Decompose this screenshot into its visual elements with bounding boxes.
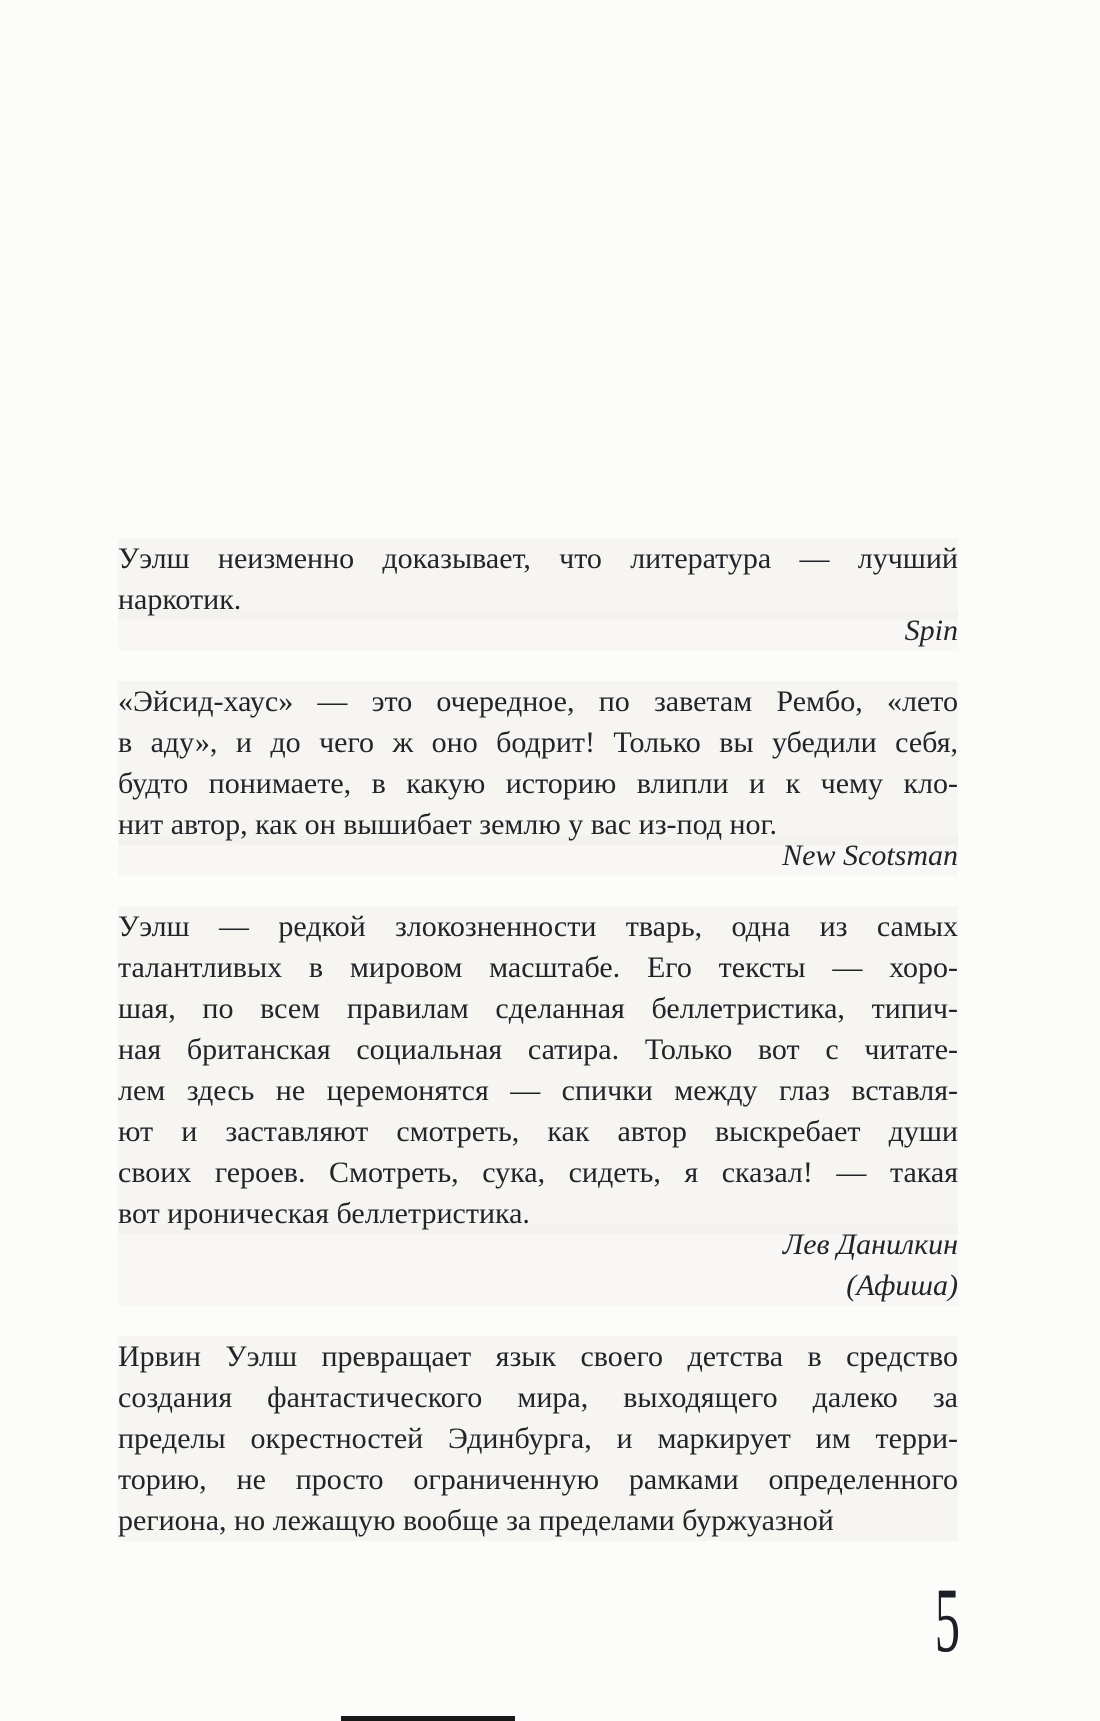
quote-line: региона, но лежащую вообще за пределами буржуазной (118, 1500, 958, 1541)
quote-attribution (118, 1224, 958, 1306)
quote-block-danilkin (118, 906, 958, 1306)
quote-line: Уэлш — редкой злокозненности тварь, одна из самых (118, 906, 958, 947)
quote-line: наркотик. (118, 579, 958, 620)
quote-line: будто понимаете, в какую историю влипли и к чему кло- (118, 763, 958, 804)
page-number: 5 (934, 1569, 960, 1671)
quote-line: торию, не просто ограниченную рамками определенного (118, 1459, 958, 1500)
quote-line: в аду», и до чего ж оно бодрит! Только вы убедили себя, (118, 722, 958, 763)
scan-artifact-line (341, 1716, 515, 1721)
quote-text (118, 906, 958, 1234)
quote-block-spin (118, 538, 958, 651)
quote-line: создания фантастического мира, выходящего далеко за (118, 1377, 958, 1418)
quote-attribution (118, 610, 958, 651)
quote-line: лем здесь не церемонятся — спички между глаз вставля- (118, 1070, 958, 1111)
quote-line: нит автор, как он вышибает землю у вас из-под ног. (118, 804, 958, 845)
quote-line: пределы окрестностей Эдинбурга, и маркирует им терри- (118, 1418, 958, 1459)
quote-line: ная британская социальная сатира. Только вот с читате- (118, 1029, 958, 1070)
quote-line: ют и заставляют смотреть, как автор выскребает души (118, 1111, 958, 1152)
quote-line: «Эйсид-хаус» — это очередное, по заветам Рембо, «лето (118, 681, 958, 722)
attribution-line: New Scotsman (118, 835, 958, 876)
quote-line: своих героев. Смотреть, сука, сидеть, я сказал! — такая (118, 1152, 958, 1193)
quote-line: шая, по всем правилам сделанная беллетристика, типич- (118, 988, 958, 1029)
attribution-line: Лев Данилкин (118, 1224, 958, 1265)
quote-line: талантливых в мировом масштабе. Его тексты — хоро- (118, 947, 958, 988)
quote-text (118, 538, 958, 620)
quote-block-welsh-language (118, 1336, 958, 1541)
quote-line: вот ироническая беллетристика. (118, 1193, 958, 1234)
quote-text (118, 1336, 958, 1541)
reviews-text-block (118, 538, 958, 1541)
attribution-line: Spin (118, 610, 958, 651)
quote-text (118, 681, 958, 845)
quote-block-new-scotsman (118, 681, 958, 876)
quote-line: Уэлш неизменно доказывает, что литература — лучший (118, 538, 958, 579)
quote-line: Ирвин Уэлш превращает язык своего детства в средство (118, 1336, 958, 1377)
attribution-line: (Афиша) (118, 1265, 958, 1306)
